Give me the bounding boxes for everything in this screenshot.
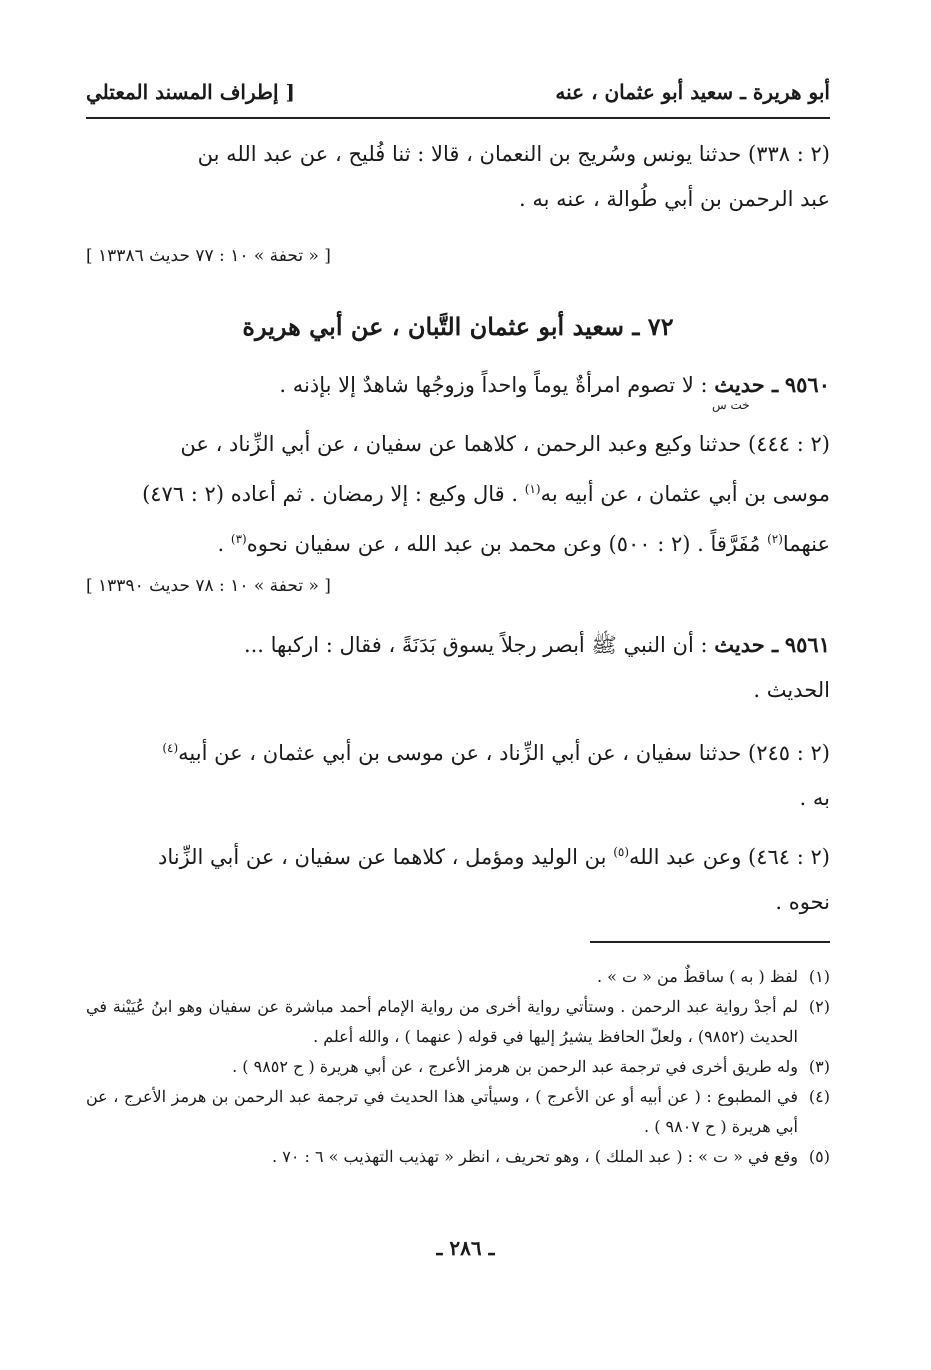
footnote-ref: (٥) (613, 845, 630, 859)
tuhfa-reference: [ « تحفة » ١٠ : ٧٧ حديث ١٣٣٨٦ ] (86, 246, 331, 266)
hadith-number: ٩٥٦٠ (784, 372, 830, 397)
text-line: (٢ : ٤٦٤) وعن عبد الله$^{(٥)}$ بن الوليد ومؤمل ، كلاهما عن سفيان ، عن أبي الزِّناد (157, 845, 830, 869)
text-line: (٢ : ٤٤٤) حدثنا وكيع وعبد الرحمن ، كلاهما عن سفيان ، عن أبي الزِّناد ، عن (180, 432, 830, 456)
page-header (86, 80, 830, 110)
footnote-ref: (٤) (162, 741, 179, 755)
footnote-ref: (٣) (230, 532, 247, 546)
tuhfa-reference: [ « تحفة » ١٠ : ٧٨ حديث ١٣٣٩٠ ] (86, 576, 331, 596)
text-line: به . (799, 786, 830, 810)
footnote-separator (590, 941, 830, 943)
hadith-text-line (86, 622, 830, 668)
hadith-9560-chain (86, 422, 830, 567)
footnote: (٣) وله طريق أخرى في ترجمة عبد الرحمن بن هرمز الأعرج ، عن أبي هريرة ( ح ٩٨٥٢ ) . (232, 1057, 830, 1076)
hadith-9561-chain-1 (86, 726, 830, 821)
previous-entry-chain (86, 132, 830, 222)
footnote: (٥) وقع في « ت » : ( عبد الملك ) ، وهو تحريف ، انظر « تهذيب التهذيب » ٦ : ٧٠ . (272, 1147, 830, 1166)
footnote-ref: (٢) (767, 532, 783, 546)
hadith-9561-chain-2 (86, 830, 830, 925)
hadith-label: ـ حديث (714, 632, 779, 657)
sigla: خت س (712, 398, 750, 412)
hadith-9561 (86, 622, 830, 713)
hadith-text: : لا تصوم امرأةٌ يوماً واحداً وزوجُها شاهدٌ إلا بإذنه . (279, 373, 708, 397)
footnote: (٢) لم أجدْ رواية عبد الرحمن . وستأتي رواية أخرى من رواية الإمام أحمد مباشرة عن سفيان وهو ابنُ عُيَيْنة في الحديث (٩٨٥٢) ، ولعلّ الحافظ يشيرُ إليها في قوله ( عنهما ) ، والله أعلم . (86, 997, 830, 1046)
header-rule (86, 117, 830, 119)
text-line: موسى بن أبي عثمان ، عن أبيه به$^{(١)}$ . قال وكيع : إلا رمضان . ثم أعاده (٢ : ٤٧٦) (142, 482, 830, 506)
text-line: (٢ : ٢٤٥) حدثنا سفيان ، عن أبي الزِّناد ، عن موسى بن أبي عثمان ، عن أبيه$^{(٤)}$ (162, 741, 830, 765)
text-line: عنهما$^{(٢)}$ مُفَرَّقاً . (٢ : ٥٠٠) وعن محمد بن عبد الله ، عن سفيان نحوه$^{(٣)}$ . (217, 532, 830, 556)
running-title: أبو هريرة ـ سعيد أبو عثمان ، عنه (555, 80, 830, 104)
footnotes (86, 962, 830, 1172)
text-line: (٢ : ٣٣٨) حدثنا يونس وسُريج بن النعمان ، قالا : ثنا فُليح ، عن عبد الله بن (197, 142, 830, 166)
footnote: (٤) في المطبوع : ( عن أبيه أو عن الأعرج ) ، وسيأتي هذا الحديث في ترجمة عبد الرحمن بن هرمز الأعرج ، عن أبي هريرة ( ح ٩٨٠٧ ) . (86, 1087, 830, 1136)
text-line: الحديث . (753, 678, 830, 702)
hadith-label: ـ حديث (714, 372, 779, 397)
hadith-text: : أن النبي ﷺ أبصر رجلاً يسوق بَدَنَةً ، فقال : اركبها ... (243, 633, 708, 657)
footnote: (١) لفظ ( به ) ساقطٌ من « ت » . (596, 967, 830, 986)
text-line: نحوه . (775, 890, 830, 914)
hadith-number: ٩٥٦١ (784, 632, 830, 657)
section-title: ٧٢ ـ سعيد أبو عثمان التَّبان ، عن أبي هريرة (242, 312, 674, 341)
page-number: ـ ٢٨٦ ـ (436, 1236, 495, 1260)
text-line: عبد الرحمن بن أبي طُوالة ، عنه به . (519, 187, 830, 211)
book-title: [ إطراف المسند المعتلي (86, 80, 295, 104)
footnote-ref: (١) (524, 482, 541, 496)
